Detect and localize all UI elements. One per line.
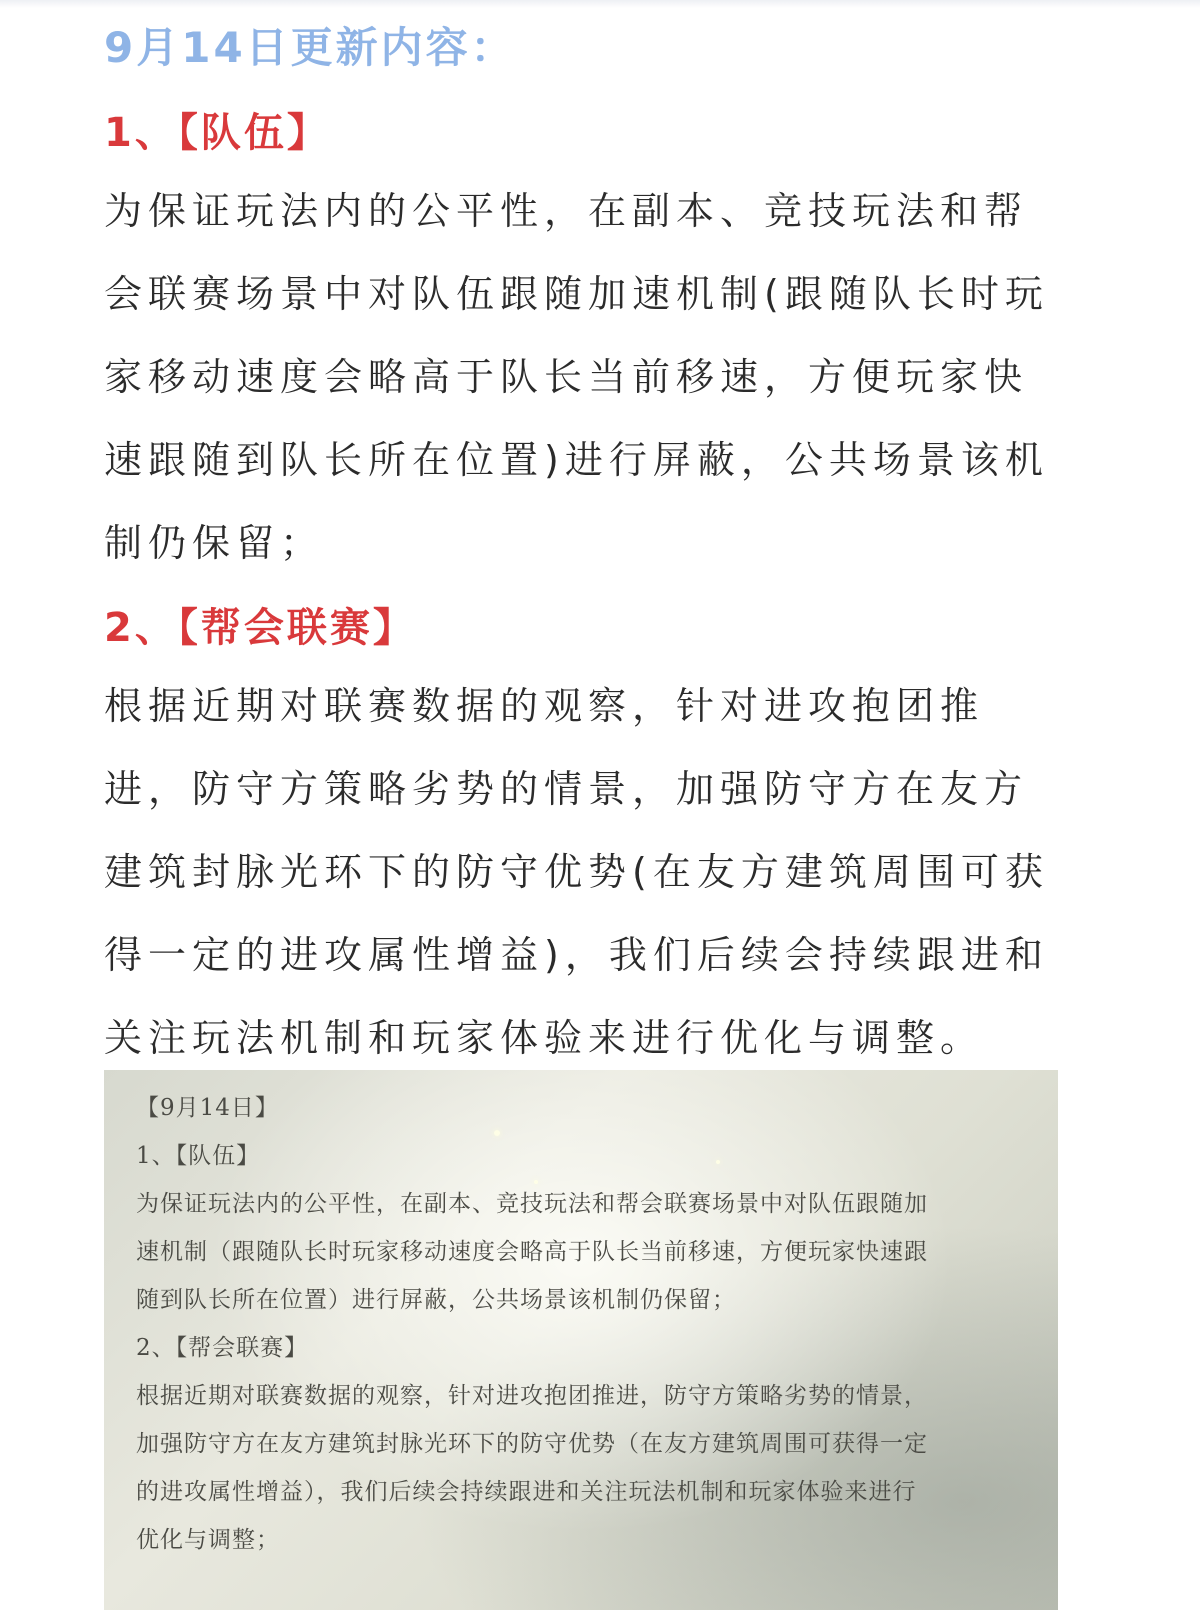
announcement-line: 2、【帮会联赛】 [136, 1335, 309, 1361]
section-team [104, 104, 1064, 585]
article-body [104, 18, 1064, 1080]
section-heading-team: 1、【队伍】 [104, 110, 330, 156]
section-body-guild-league: 根据近期对联赛数据的观察，针对进攻抱团推进，防守方策略劣势的情景，加强防守方在友方建筑封脉光环下的防守优势(在友方建筑周围可获得一定的进攻属性增益)，我们后续会持续跟进和关注玩法机制和玩家体验来进行优化与调整。 [104, 684, 1049, 1060]
announcement-line: 加强防守方在友方建筑封脉光环下的防守优势（在友方建筑周围可获得一定 [136, 1431, 928, 1457]
section-guild-league [104, 599, 1064, 1080]
top-divider [0, 0, 1200, 8]
announcement-screenshot [104, 1070, 1058, 1610]
section-body-team: 为保证玩法内的公平性，在副本、竞技玩法和帮会联赛场景中对队伍跟随加速机制(跟随队长时玩家移动速度会略高于队长当前移速，方便玩家快速跟随到队长所在位置)进行屏蔽，公共场景该机制仍保留； [104, 189, 1049, 565]
announcement-line: 1、【队伍】 [136, 1143, 261, 1169]
announcement-line: 为保证玩法内的公平性，在副本、竞技玩法和帮会联赛场景中对队伍跟随加 [136, 1191, 928, 1217]
announcement-line: 根据近期对联赛数据的观察，针对进攻抱团推进，防守方策略劣势的情景， [136, 1383, 928, 1409]
page-title: 9月14日更新内容： [104, 23, 516, 72]
announcement-line: 优化与调整； [136, 1527, 280, 1553]
section-heading-guild-league: 2、【帮会联赛】 [104, 605, 416, 651]
announcement-date: 【9月14日】 [136, 1095, 279, 1121]
announcement-line: 速机制（跟随队长时玩家移动速度会略高于队长当前移速，方便玩家快速跟 [136, 1239, 928, 1265]
announcement-line: 随到队长所在位置）进行屏蔽，公共场景该机制仍保留； [136, 1287, 736, 1313]
announcement-line: 的进攻属性增益），我们后续会持续跟进和关注玩法机制和玩家体验来进行 [136, 1479, 917, 1505]
announcement-text [136, 1084, 1036, 1564]
